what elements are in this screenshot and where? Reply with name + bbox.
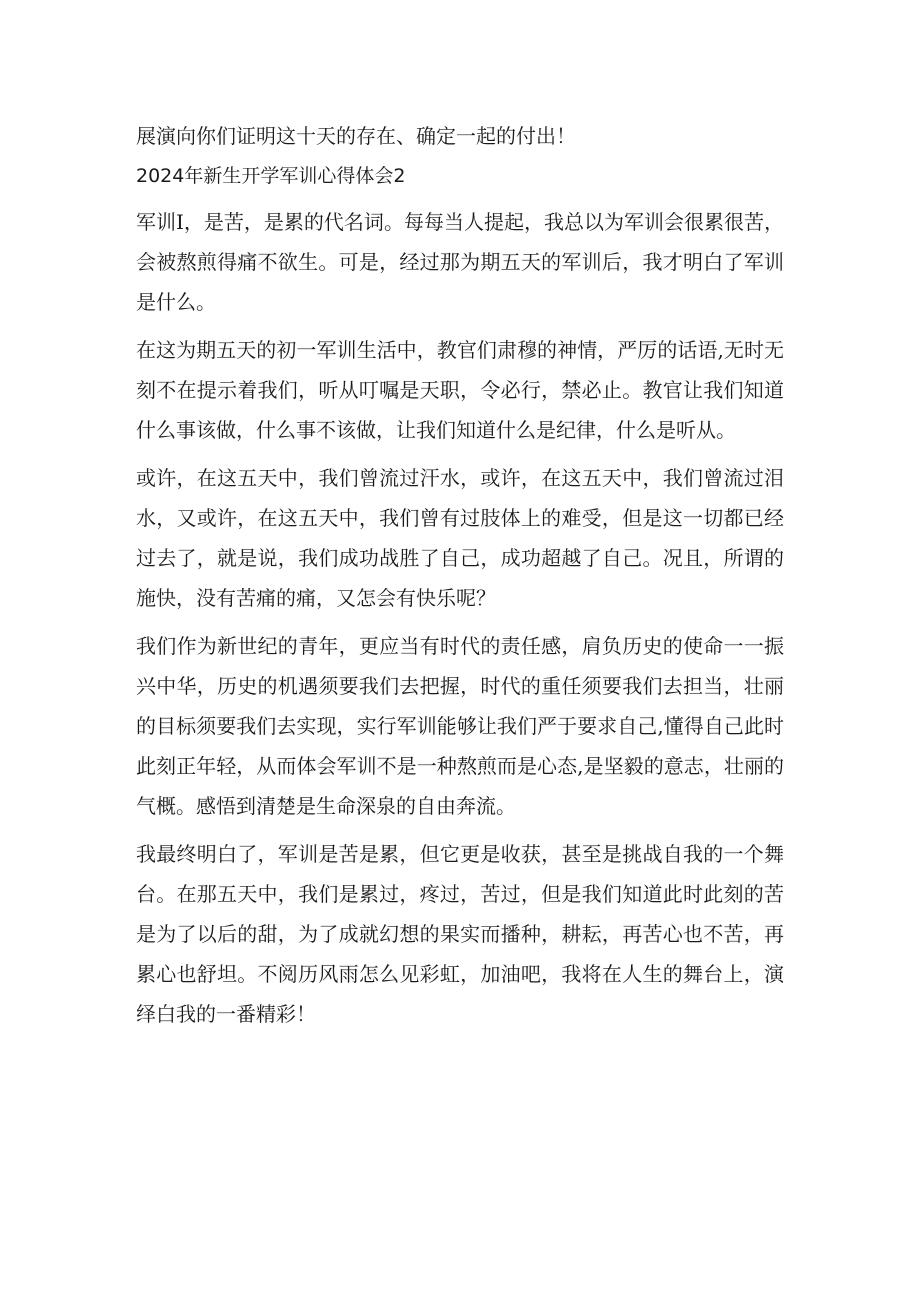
body-paragraph-2: 在这为期五天的初一军训生活中，教官们肃穆的神情，严厉的话语,无时无刻不在提示着我们，听从叮嘱是天职，令必行，禁必止。教官让我们知道什么事该做，什么事不该做，让我们知道什么是纪律，什么是听从。 — [136, 338, 784, 442]
body-paragraph-4: 我们作为新世纪的青年，更应当有时代的责任感，肩负历史的使命一一振兴中华，历史的机遇须要我们去把握，时代的重任须要我们去担当，壮丽的目标须要我们去实现，实行军训能够让我们严于要求自己,懂得自己此时此刻正年轻，从而体会军训不是一种熬煎而是心态,是坚毅的意志，壮丽的气概。感悟到清楚是生命深泉的自由奔流。 — [136, 634, 784, 818]
body-paragraph-5: 我最终明白了，军训是苦是累，但它更是收获，甚至是挑战自我的一个舞台。在那五天中，我们是累过，疼过，苦过，但是我们知道此时此刻的苦是为了以后的甜，为了成就幻想的果实而播种，耕耘，再苦心也不苦，再累心也舒坦。不阅历风雨怎么见彩虹，加油吧，我将在人生的舞台上，演绎白我的一番精彩！ — [136, 842, 784, 1026]
document-body — [136, 116, 784, 1042]
section-title: 2024年新生开学军训心得体会2 — [136, 165, 406, 187]
continuation-paragraph: 展演向你们证明这十天的存在、确定一起的付出！ — [136, 124, 576, 148]
body-paragraph-3: 或许，在这五天中，我们曾流过汗水，或许，在这五天中，我们曾流过泪水，又或许，在这五天中，我们曾有过肢体上的难受，但是这一切都已经过去了，就是说，我们成功战胜了自己，成功超越了自己。况且，所谓的施快，没有苦痛的痛，又怎会有快乐呢？ — [136, 466, 784, 610]
body-paragraph-1: 军训I，是苦，是累的代名词。每每当人提起，我总以为军训会很累很苦，会被熬煎得痛不欲生。可是，经过那为期五天的军训后，我才明白了军训是什么。 — [136, 210, 784, 314]
